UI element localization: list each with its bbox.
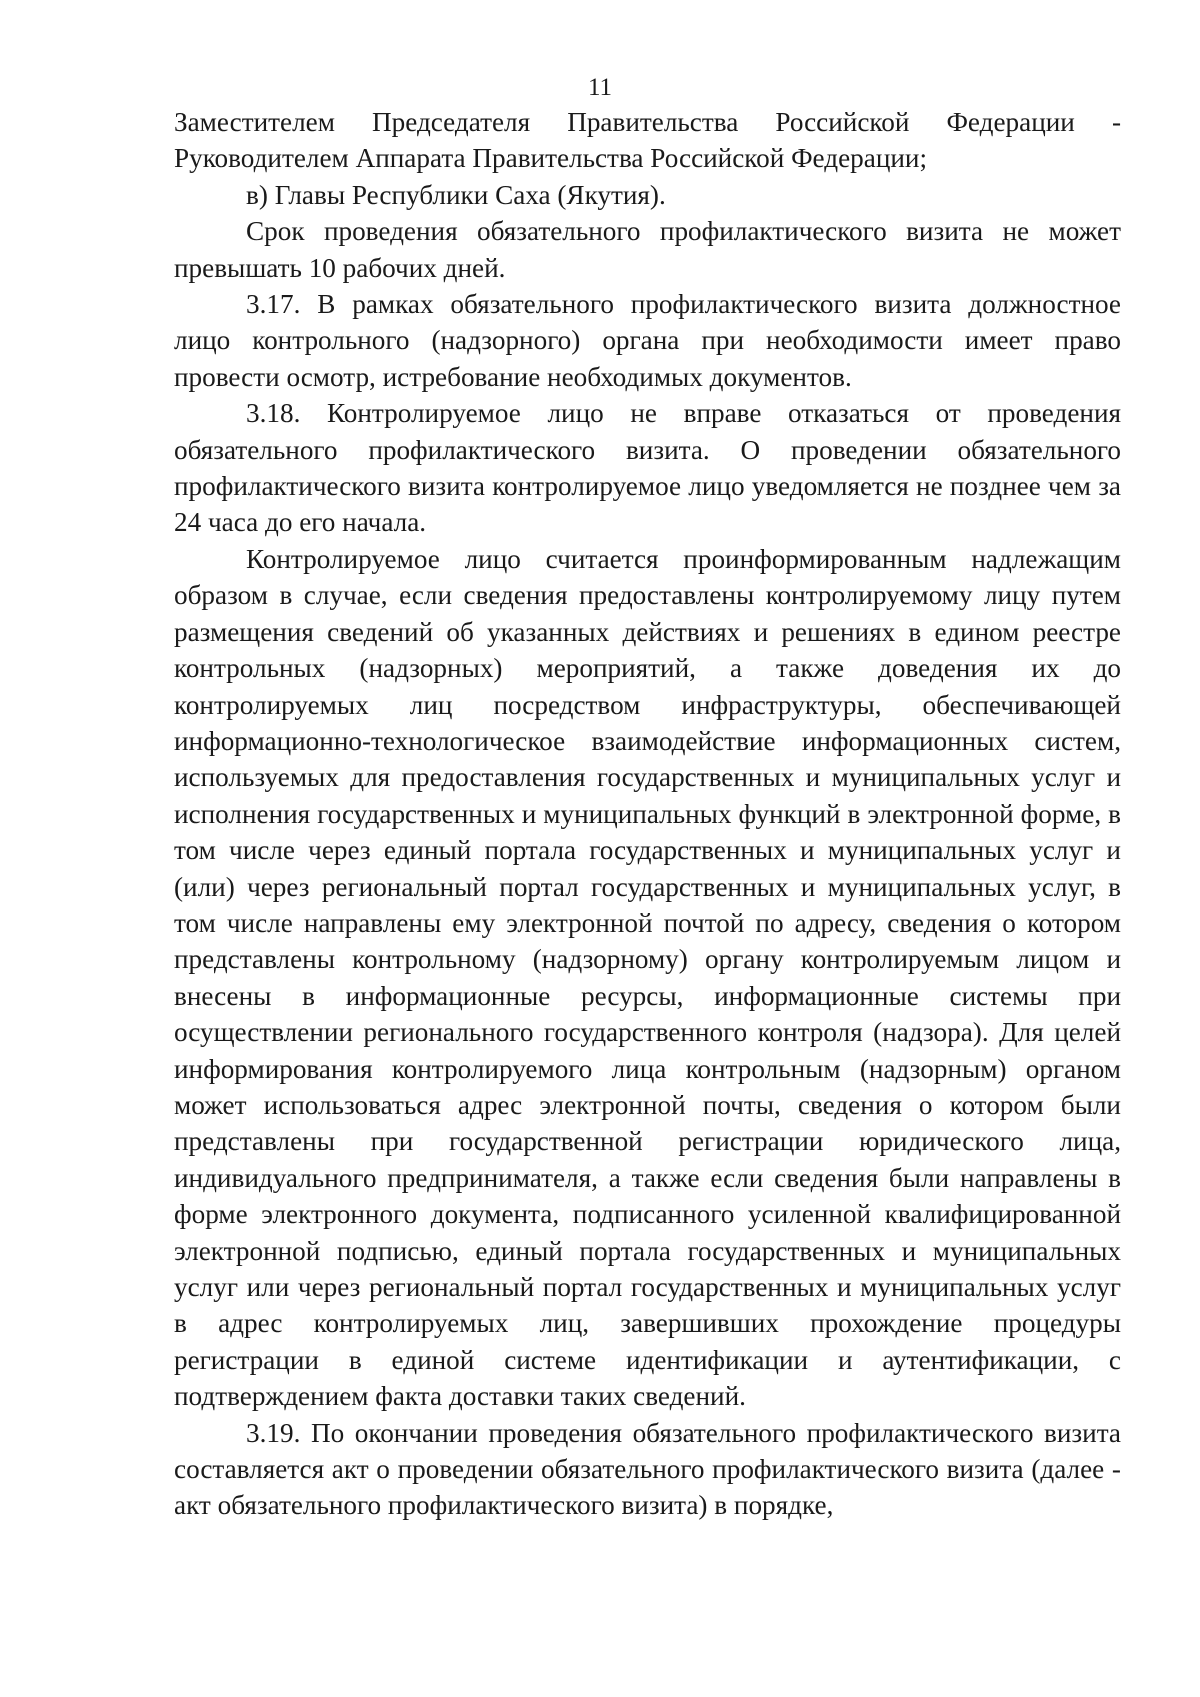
paragraph-3-19: 3.19. По окончании проведения обязательного профилактического визита составляется акт о проведении обязательного профилактического визита (далее - акт обязательного профилактического визита) в порядке, [174,1417,1121,1521]
paragraph-notification: Контролируемое лицо считается проинформированным надлежащим образом в случае, если сведения предоставлены контролируемому лицу путем размещения сведений об указанных действиях и решениях в едином реестре контрольных (надзорных) мероприятий, а также доведения их до контролируемых лиц посредством инфраструктуры, обеспечивающей информационно-технологическое взаимодействие информационных систем, используемых для предоставления государственных и муниципальных услуг и исполнения государственных и муниципальных функций в электронной форме, в том числе через единый портала государственных и муниципальных услуг и (или) через региональный портал государственных и муниципальных услуг, в том числе направлены ему электронной почтой по адресу, сведения о котором представлены контрольному (надзорному) органу контролируемым лицом и внесены в информационные ресурсы, информационные системы при осуществлении регионального государственного контроля (надзора). Для целей информирования контролируемого лица контрольным (надзорным) органом может использоваться адрес электронной почты, сведения о котором были представлены при государственной регистрации юридического лица, индивидуального предпринимателя, а также если сведения были направлены в форме электронного документа, подписанного усиленной квалифицированной электронной подписью, единый портала государственных и муниципальных услуг или через региональный портал государственных и муниципальных услуг в адрес контролируемых лиц, завершивших прохождение процедуры регистрации в единой системе идентификации и аутентификации, с подтверждением факта доставки таких сведений. [174,543,1121,1412]
paragraph-visit-duration: Срок проведения обязательного профилактического визита не может превышать 10 рабочих дней. [174,216,1121,283]
paragraph-item-v: в) Главы Республики Саха (Якутия). [246,179,666,210]
paragraph-3-18: 3.18. Контролируемое лицо не вправе отказаться от проведения обязательного профилактического визита. О проведении обязательного профилактического визита контролируемое лицо уведомляется не позднее чем за 24 часа до его начала. [174,398,1121,538]
page-number: 11 [587,74,613,101]
paragraph-continuation: Заместителем Председателя Правительства Российской Федерации - Руководителем Аппарата Правительства Российской Федерации; [174,107,1121,174]
paragraph-3-17: 3.17. В рамках обязательного профилактического визита должностное лицо контрольного (надзорного) органа при необходимости имеет право провести осмотр, истребование необходимых документов. [174,289,1121,392]
document-body [174,104,1121,1524]
